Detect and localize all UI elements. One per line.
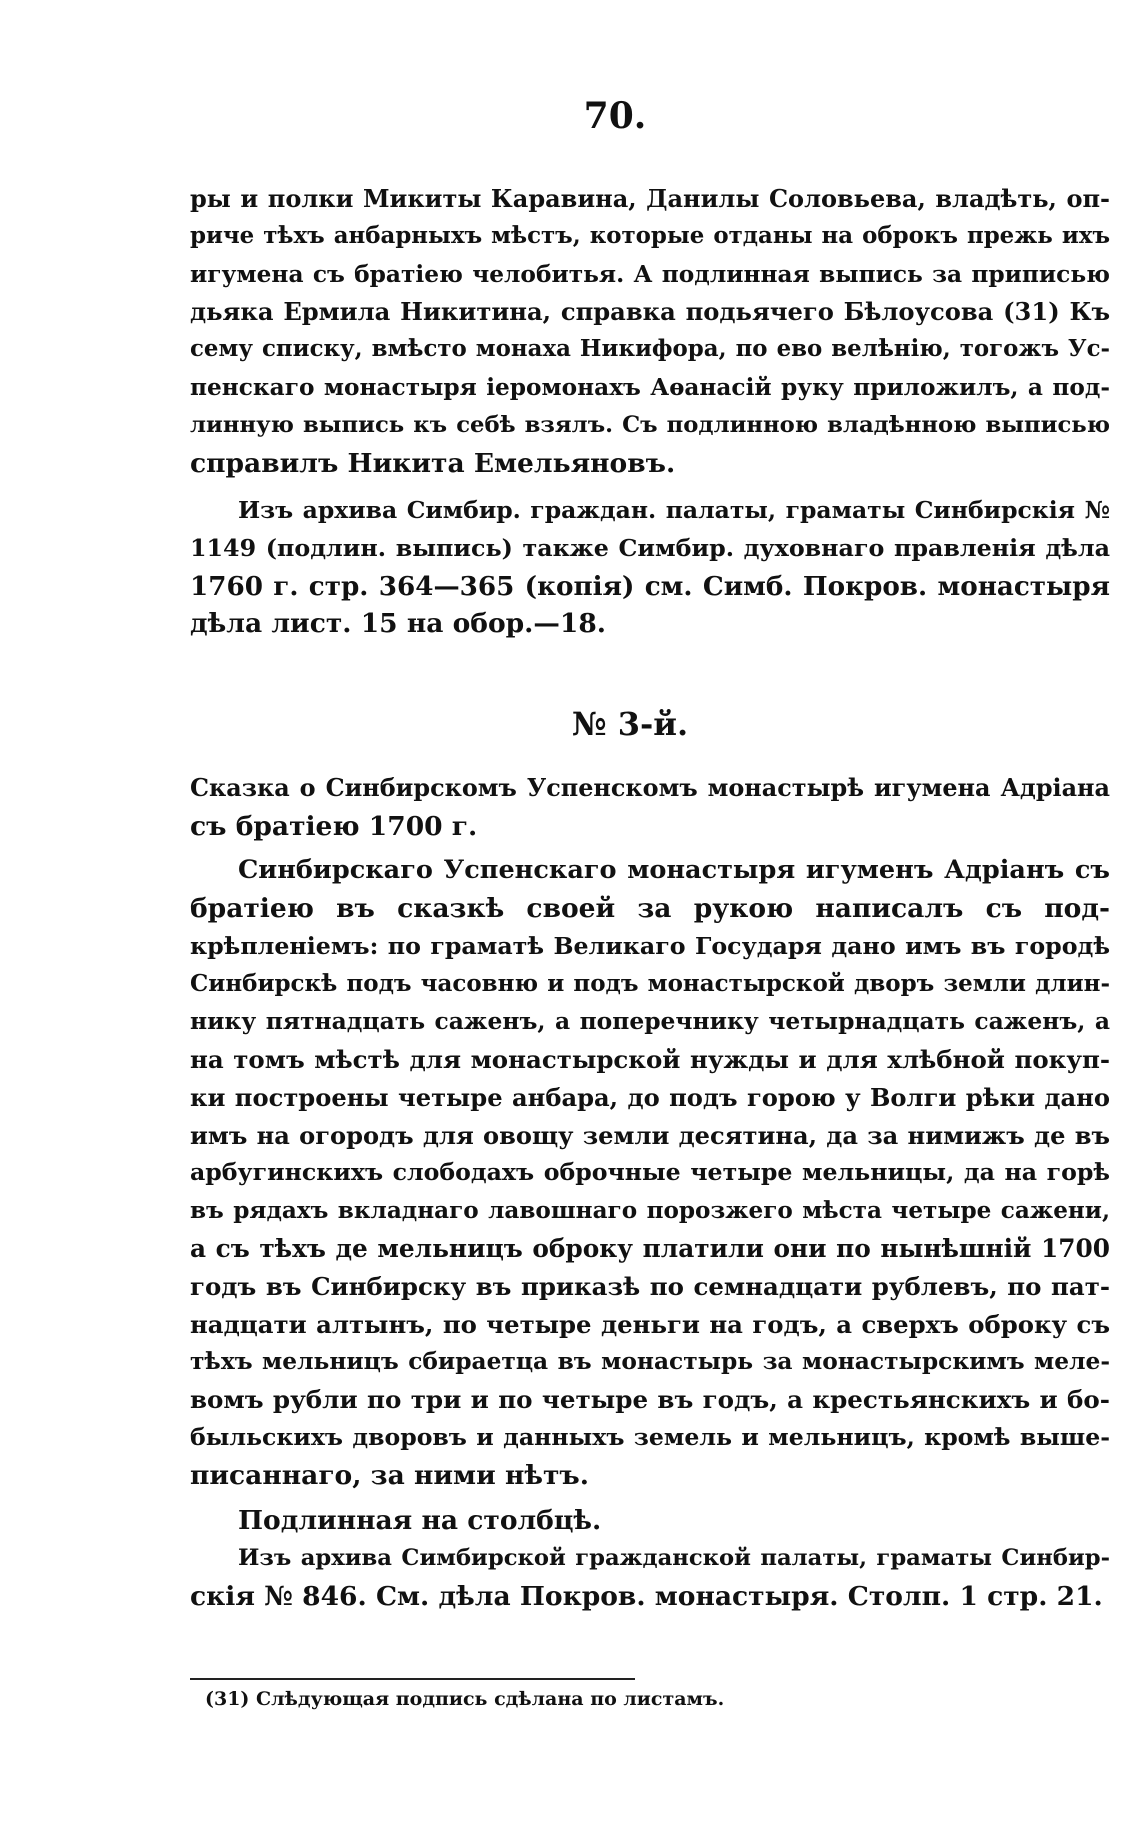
footnote: (31) Слѣдующая подпись сдѣлана по листамъ.	[205, 1688, 725, 1710]
body-line: на томъ мѣстѣ для монастырской нужды и для хлѣбной покуп-	[190, 1044, 1110, 1074]
source-line: дѣла лист. 15 на обор.—18.	[190, 608, 607, 640]
body-line: быльскихъ дворовъ и данныхъ земель и мельницъ, кромѣ выше-	[190, 1422, 1110, 1451]
body-line: надцати алтынъ, по четыре деньги на годъ, а сверхъ оброку съ	[190, 1309, 1110, 1339]
heading-line: Сказка о Синбирскомъ Успенскомъ монастырѣ игумена Адріана	[190, 774, 1110, 802]
body-line: въ рядахъ вкладнаго лавошнаго порозжего мѣста четыре сажени,	[190, 1197, 1110, 1225]
source-line: Изъ архива Симбир. граждан. палаты, граматы Синбирскія №	[238, 496, 1110, 524]
text-line: пенскаго монастыря іеромонахъ Аѳанасій руку приложилъ, а под-	[190, 373, 1110, 401]
text-line: игумена съ братіею челобитья. А подлинная выпись за приписью	[190, 260, 1110, 288]
body-line: Синбирскѣ подъ часовню и подъ монастырской дворъ земли длин-	[190, 970, 1110, 998]
text-line: справилъ Никита Емельяновъ.	[190, 447, 676, 479]
source-line: 1149 (подлин. выпись) также Симбир. духовнаго правленія дѣла	[190, 533, 1110, 562]
body-line: имъ на огородъ для овощу земли десятина, да за нимижъ де въ	[190, 1120, 1110, 1150]
original-note	[190, 1502, 1110, 1540]
continuation-text	[190, 180, 1110, 482]
page-number: 70.	[583, 95, 647, 137]
footnote-divider	[190, 1678, 635, 1680]
text-line: ры и полки Микиты Каравина, Данилы Соловьева, владѣть, оп-	[190, 184, 1110, 213]
body-line: тѣхъ мельницъ сбираетца въ монастырь за монастырскимъ меле-	[190, 1348, 1110, 1376]
body-line: вомъ рубли по три и по четыре въ годъ, а крестьянскихъ и бо-	[190, 1385, 1110, 1415]
source-line: 1760 г. стр. 364—365 (копія) см. Симб. Покров. монастыря	[190, 570, 1110, 602]
document-number: № 3-й.	[571, 705, 689, 743]
body-line: крѣпленіемъ: по граматѣ Великаго Государя дано имъ въ городѣ	[190, 931, 1110, 960]
body-line: писаннаго, за ними нѣтъ.	[190, 1459, 589, 1491]
body-line: годъ въ Синбирску въ приказѣ по семнадцати рублевъ, по пат-	[190, 1271, 1110, 1301]
original-note-line: Подлинная на столбцѣ.	[238, 1505, 602, 1536]
archive-source-note	[190, 492, 1110, 643]
text-line: линную выпись къ себѣ взялъ. Съ подлинною владѣнною выписью	[190, 411, 1110, 438]
body-line: Синбирскаго Успенскаго монастыря игуменъ Адріанъ съ	[238, 855, 1110, 885]
source-line: скія № 846. См. дѣла Покров. монастыря. Столп. 1 стр. 21.	[190, 1580, 1103, 1612]
archive-source-note-2	[190, 1540, 1110, 1616]
source-line: Изъ архива Симбирской гражданской палаты, граматы Синбир-	[238, 1545, 1110, 1571]
document-body	[190, 852, 1110, 1495]
heading-line: съ братіею 1700 г.	[190, 810, 478, 842]
body-line: нику пятнадцать саженъ, а поперечнику четырнадцать саженъ, а	[190, 1007, 1110, 1036]
document-heading	[190, 770, 1110, 846]
body-line: арбугинскихъ слободахъ оброчные четыре мельницы, да на горѣ	[190, 1158, 1110, 1187]
body-line: ки построены четыре анбара, до подъ горою у Волги рѣки дано	[190, 1082, 1110, 1112]
body-line: а съ тѣхъ де мельницъ оброку платили они по нынѣшній 1700	[190, 1233, 1110, 1263]
text-line: риче тѣхъ анбарныхъ мѣстъ, которые отданы на оброкъ прежь ихъ	[190, 222, 1110, 249]
body-line: братіею въ сказкѣ своей за рукою написалъ съ под-	[190, 892, 1110, 924]
text-line: дьяка Ермила Никитина, справка подьячего Бѣлоусова (31) Къ	[190, 297, 1110, 327]
text-line: сему списку, вмѣсто монаха Никифора, по ево велѣнію, тогожъ Ус-	[190, 336, 1110, 363]
